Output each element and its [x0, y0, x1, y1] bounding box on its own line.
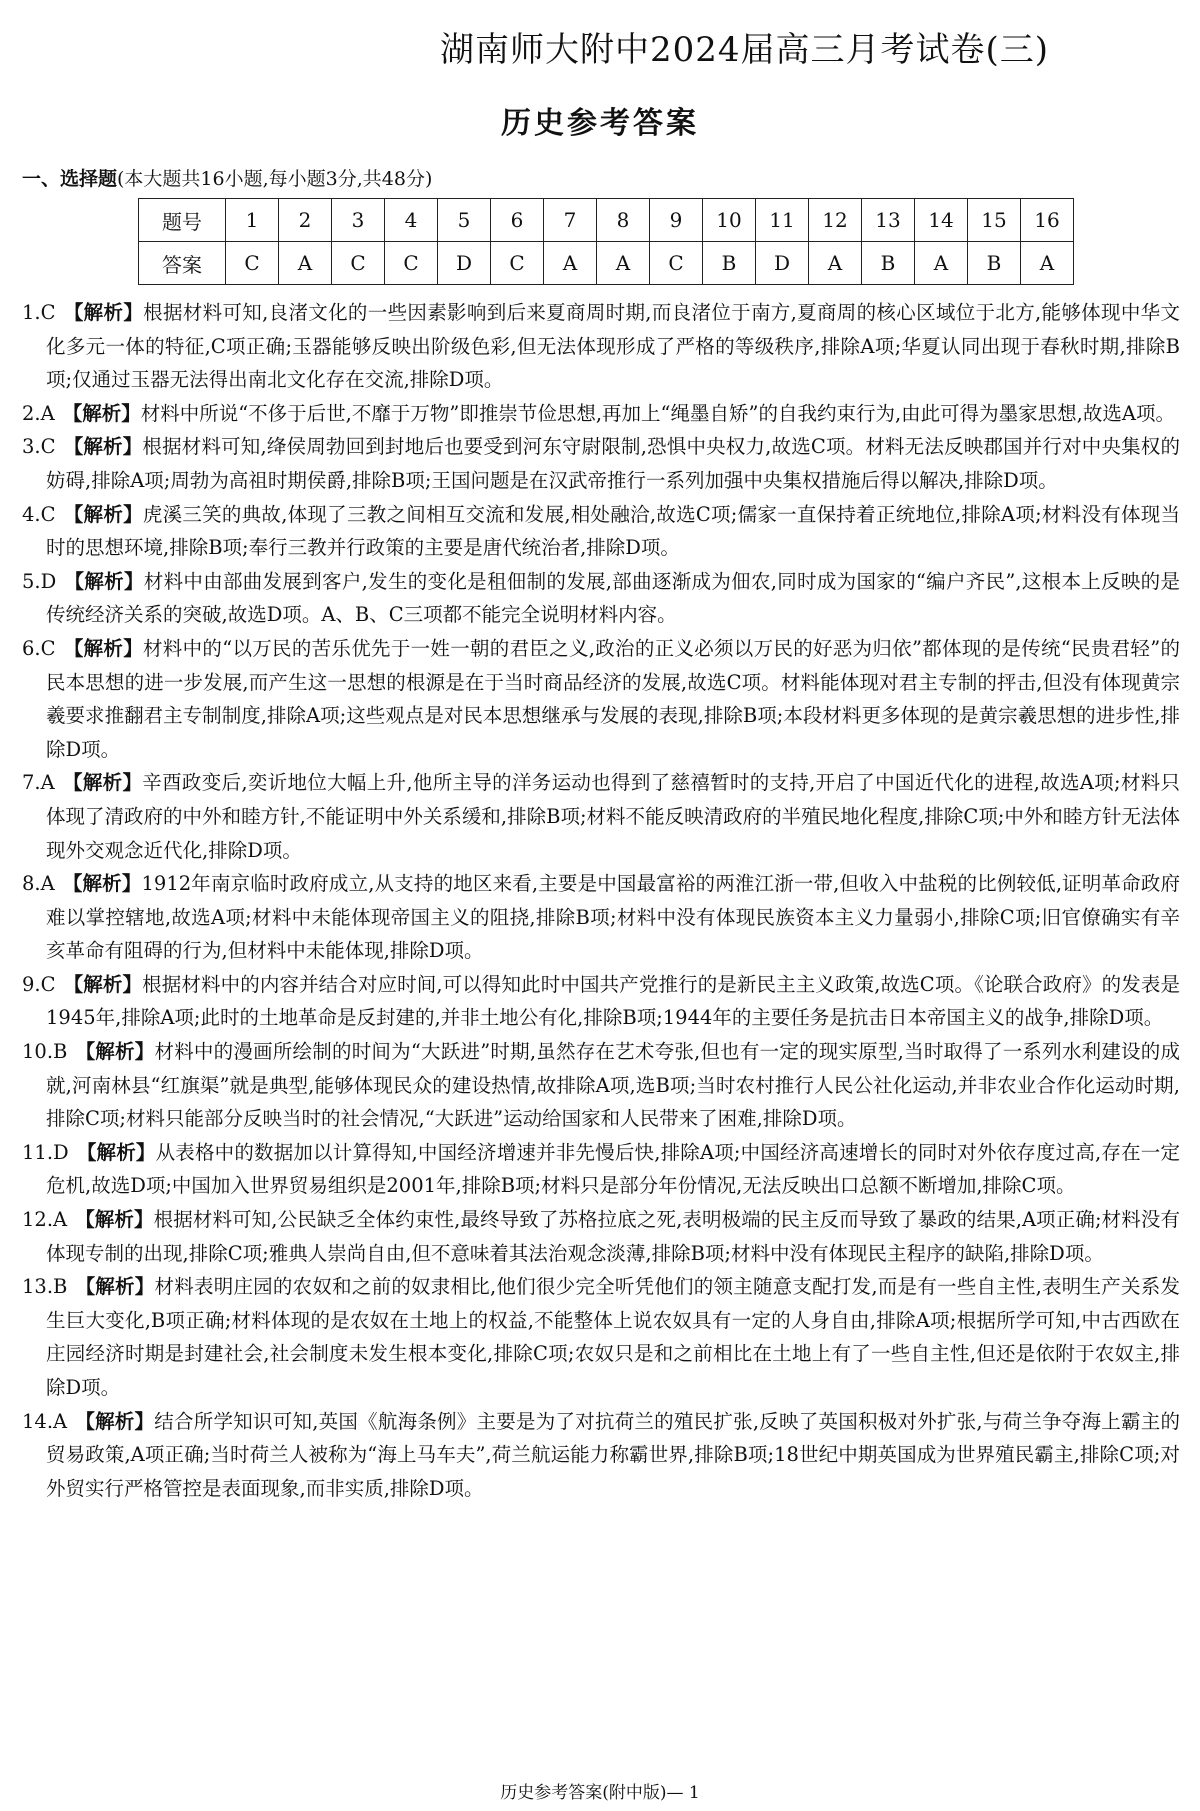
item-answer: 2.A	[22, 401, 55, 425]
explanation-item	[22, 498, 1180, 565]
item-answer: 1.C	[22, 301, 56, 324]
answer-cell: A	[544, 242, 597, 285]
item-text: 材料表明庄园的农奴和之前的奴隶相比,他们很少完全听凭他们的领主随意支配打发,而是有一些自主性,表明生产关系发生巨大变化,B项正确;材料体现的是农奴在土地上的权益,不能整体上说农奴具有一定的人身自由,排除A项;根据所学可知,中古西欧在庄园经济时期是封建社会,社会制度未发生根本变化,排除C项;农奴只是和之前相比在土地上有了一些自主性,但还是依附于农奴主,排除D项。	[46, 1275, 1180, 1399]
number-cell: 5	[438, 199, 491, 242]
answer-cell: C	[491, 242, 544, 285]
item-tag: 【解析】	[75, 1409, 155, 1433]
explanation-item	[22, 1270, 1180, 1404]
number-cell: 9	[650, 199, 703, 242]
answer-table-answer-row	[139, 242, 1074, 285]
item-tag: 【解析】	[75, 1208, 154, 1232]
item-text: 材料中由部曲发展到客户,发生的变化是租佃制的发展,部曲逐渐成为佃农,同时成为国家的“编户齐民”,这根本上反映的是传统经济关系的突破,故选D项。A、B、C三项都不能完全说明材料内容。	[46, 569, 1180, 627]
explanation-item	[22, 1203, 1180, 1270]
item-answer: 5.D	[22, 569, 57, 593]
answer-cell: D	[438, 242, 491, 285]
item-answer: 14.A	[22, 1409, 68, 1433]
page-footer: 历史参考答案(附中版)— 1	[500, 1783, 700, 1803]
item-text: 材料中所说“不侈于后世,不靡于万物”即推崇节俭思想,再加上“绳墨自矫”的自我约束行为,由此可得为墨家思想,故选A项。	[140, 401, 1175, 425]
item-answer: 4.C	[22, 502, 56, 526]
explanation-list	[22, 296, 1180, 1505]
answer-table-number-row	[139, 199, 1074, 242]
item-answer: 7.A	[22, 771, 55, 795]
explanation-item	[22, 867, 1180, 968]
item-answer: 8.A	[22, 872, 55, 896]
item-text: 材料中的“以万民的苦乐优先于一姓一朝的君臣之义,政治的正义必须以万民的好恶为归依”都体现的是传统“民贵君轻”的民本思想的进一步发展,而产生这一思想的根源是在于当时商品经济的发展,故选C项。材料能体现对君主专制的抨击,但没有体现黄宗羲要求推翻君主专制制度,排除A项;这些观点是对民本思想继承与发展的表现,排除B项;本段材料更多体现的是黄宗羲思想的进步性,排除D项。	[46, 636, 1180, 761]
number-row-header: 题号	[139, 199, 226, 242]
item-tag: 【解析】	[63, 972, 143, 996]
explanation-item	[22, 632, 1180, 766]
item-tag: 【解析】	[63, 502, 143, 526]
number-cell: 12	[809, 199, 862, 242]
explanation-item	[22, 1405, 1180, 1506]
item-tag: 【解析】	[63, 435, 143, 459]
item-answer: 13.B	[22, 1275, 68, 1299]
item-tag: 【解析】	[62, 872, 142, 896]
section-note: (本大题共16小题,每小题3分,共48分)	[117, 168, 433, 190]
item-tag: 【解析】	[62, 771, 143, 795]
answer-cell: C	[332, 242, 385, 285]
answer-cell: A	[1021, 242, 1074, 285]
answer-cell: C	[650, 242, 703, 285]
answer-cell: C	[385, 242, 438, 285]
item-tag: 【解析】	[76, 1140, 156, 1164]
item-text: 结合所学知识可知,英国《航海条例》主要是为了对抗荷兰的殖民扩张,反映了英国积极对外扩张,与荷兰争夺海上霸主的贸易政策,A项正确;当时荷兰人被称为“海上马车夫”,荷兰航运能力称霸世界,排除B项;18世纪中期英国成为世界殖民霸主,排除C项;对外贸实行严格管控是表面现象,而非实质,排除D项。	[46, 1409, 1180, 1500]
item-answer: 9.C	[22, 972, 56, 996]
answer-table	[138, 198, 1074, 285]
explanation-item	[22, 565, 1180, 632]
answer-cell: A	[915, 242, 968, 285]
item-answer: 3.C	[22, 435, 56, 459]
answer-cell: A	[597, 242, 650, 285]
item-answer: 12.A	[22, 1208, 68, 1232]
item-tag: 【解析】	[63, 301, 144, 324]
item-text: 从表格中的数据加以计算得知,中国经济增速并非先慢后快,排除A项;中国经济高速增长的同时对外依存度过高,存在一定危机,故选D项;中国加入世界贸易组织是2001年,排除B项;材料只是部分年份情况,无法反映出口总额不断增加,排除C项。	[46, 1140, 1180, 1198]
item-text: 根据材料可知,良渚文化的一些因素影响到后来夏商周时期,而良渚位于南方,夏商周的核心区域位于北方,能够体现中华文化多元一体的特征,C项正确;玉器能够反映出阶级色彩,但无法体现形成了严格的等级秩序,排除A项;华夏认同出现于春秋时期,排除B项;仅通过玉器无法得出南北文化存在交流,排除D项。	[46, 301, 1180, 392]
item-tag: 【解析】	[64, 569, 144, 593]
number-cell: 11	[756, 199, 809, 242]
explanation-item	[22, 968, 1180, 1035]
section-heading	[22, 164, 432, 191]
item-answer: 6.C	[22, 636, 56, 660]
explanation-item	[22, 296, 1180, 397]
answer-cell: A	[279, 242, 332, 285]
number-cell: 7	[544, 199, 597, 242]
answer-row-header: 答案	[139, 242, 226, 285]
answer-cell: B	[862, 242, 915, 285]
explanation-item	[22, 766, 1180, 867]
item-answer: 10.B	[22, 1040, 68, 1064]
item-text: 材料中的漫画所绘制的时间为“大跃进”时期,虽然存在艺术夸张,但也有一定的现实原型,当时取得了一系列水利建设的成就,河南林县“红旗渠”就是典型,能够体现民众的建设热情,故排除A项,选B项;当时农村推行人民公社化运动,并非农业合作化运动时期,排除C项;材料只能部分反映当时的社会情况,“大跃进”运动给国家和人民带来了困难,排除D项。	[46, 1040, 1180, 1131]
number-cell: 14	[915, 199, 968, 242]
number-cell: 6	[491, 199, 544, 242]
number-cell: 3	[332, 199, 385, 242]
item-answer: 11.D	[22, 1140, 69, 1164]
number-cell: 4	[385, 199, 438, 242]
answer-cell: A	[809, 242, 862, 285]
answer-cell: D	[756, 242, 809, 285]
number-cell: 15	[968, 199, 1021, 242]
document-title: 湖南师大附中2024届高三月考试卷(三)	[440, 30, 1050, 70]
item-text: 根据材料可知,公民缺乏全体约束性,最终导致了苏格拉底之死,表明极端的民主反而导致了暴政的结果,A项正确;材料没有体现专制的出现,排除C项;雅典人崇尚自由,但不意味着其法治观念淡薄,排除B项;材料中没有体现民主程序的缺陷,排除D项。	[46, 1208, 1180, 1265]
number-cell: 1	[226, 199, 279, 242]
number-cell: 2	[279, 199, 332, 242]
number-cell: 10	[703, 199, 756, 242]
item-text: 1912年南京临时政府成立,从支持的地区来看,主要是中国最富裕的两淮江浙一带,但收入中盐税的比例较低,证明革命政府难以掌控辖地,故选A项;材料中未能体现帝国主义的阻挠,排除B项;材料中没有体现民族资本主义力量弱小,排除C项;旧官僚确实有辛亥革命有阻碍的行为,但材料中未能体现,排除D项。	[46, 872, 1180, 963]
item-tag: 【解析】	[75, 1040, 155, 1064]
explanation-item	[22, 1035, 1180, 1136]
explanation-item	[22, 397, 1180, 431]
item-tag: 【解析】	[63, 636, 144, 660]
item-text: 虎溪三笑的典故,体现了三教之间相互交流和发展,相处融洽,故选C项;儒家一直保持着正统地位,排除A项;材料没有体现当时的思想环境,排除B项;奉行三教并行政策的主要是唐代统治者,排除D项。	[46, 502, 1180, 560]
item-text: 根据材料可知,绛侯周勃回到封地后也要受到河东守尉限制,恐惧中央权力,故选C项。材料无法反映郡国并行对中央集权的妨碍,排除A项;周勃为高祖时期侯爵,排除B项;王国问题是在汉武帝推行一系列加强中央集权措施后得以解决,排除D项。	[46, 435, 1180, 492]
section-label: 一、选择题	[22, 168, 118, 190]
explanation-item	[22, 430, 1180, 497]
item-tag: 【解析】	[62, 401, 141, 425]
number-cell: 13	[862, 199, 915, 242]
number-cell: 8	[597, 199, 650, 242]
document-subtitle: 历史参考答案	[501, 106, 699, 141]
item-text: 辛酉政变后,奕䜣地位大幅上升,他所主导的洋务运动也得到了慈禧暂时的支持,开启了中国近代化的进程,故选A项;材料只体现了清政府的中外和睦方针,不能证明中外关系缓和,排除B项;材料不能反映清政府的半殖民地化程度,排除C项;中外和睦方针无法体现外交观念近代化,排除D项。	[46, 771, 1180, 862]
answer-cell: B	[968, 242, 1021, 285]
number-cell: 16	[1021, 199, 1074, 242]
item-tag: 【解析】	[75, 1275, 155, 1299]
item-text: 根据材料中的内容并结合对应时间,可以得知此时中国共产党推行的是新民主主义政策,故选C项。《论联合政府》的发表是1945年,排除A项;此时的土地革命是反封建的,并非土地公有化,排除B项;1944年的主要任务是抗击日本帝国主义的战争,排除D项。	[46, 972, 1180, 1030]
answer-cell: B	[703, 242, 756, 285]
explanation-item	[22, 1136, 1180, 1203]
answer-cell: C	[226, 242, 279, 285]
